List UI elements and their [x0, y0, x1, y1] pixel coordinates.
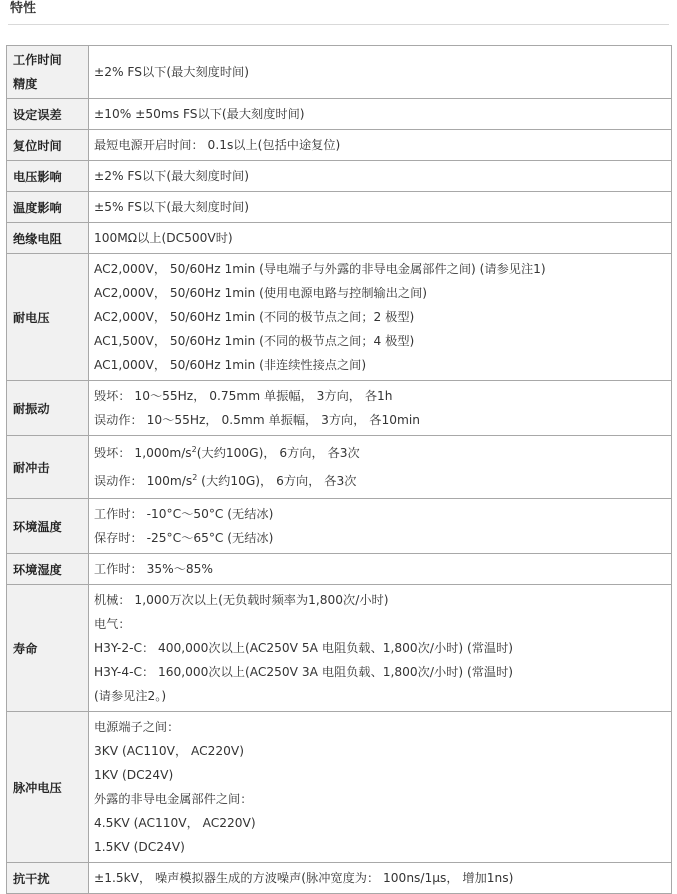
row-label: 温度影响 [7, 192, 89, 223]
value-line: 机械： 1,000万次以上(无负载时频率为1,800次/小时) [94, 593, 389, 607]
table-row [7, 499, 672, 554]
table-row [7, 99, 672, 130]
value-line: ±2% FS以下(最大刻度时间) [94, 65, 249, 79]
value-line: 3KV (AC110V， AC220V) [94, 744, 244, 758]
table-row [7, 436, 672, 499]
row-value [89, 46, 672, 99]
row-value [89, 436, 672, 499]
shock-text: (大约10G)， 6方向， 各3次 [197, 474, 357, 488]
table-row [7, 223, 672, 254]
value-line: 电气： [94, 617, 131, 631]
table-row [7, 254, 672, 381]
row-label: 脉冲电压 [7, 712, 89, 863]
row-label: 耐振动 [7, 381, 89, 436]
value-line: 4.5KV (AC110V， AC220V) [94, 816, 256, 830]
row-label: 环境温度 [7, 499, 89, 554]
value-line: 100MΩ以上(DC500V时) [94, 231, 233, 245]
value-line: 工作时： 35%～85% [94, 562, 213, 576]
row-label-line: 精度 [13, 77, 38, 91]
row-label: 环境湿度 [7, 554, 89, 585]
value-line [94, 439, 666, 467]
row-value [89, 130, 672, 161]
row-label: 设定误差 [7, 99, 89, 130]
characteristics-table [6, 45, 672, 894]
value-line: 误动作： 10～55Hz， 0.5mm 单振幅， 3方向， 各10min [94, 413, 420, 427]
table-row [7, 554, 672, 585]
row-label: 复位时间 [7, 130, 89, 161]
table-row [7, 192, 672, 223]
value-line: AC2,000V， 50/60Hz 1min (导电端子与外露的非导电金属部件之间) (请参见注1) [94, 262, 546, 276]
row-value [89, 192, 672, 223]
row-label: 抗干扰 [7, 863, 89, 894]
title-divider [8, 24, 669, 25]
value-line [94, 467, 666, 495]
table-row [7, 161, 672, 192]
row-label: 绝缘电阻 [7, 223, 89, 254]
row-value [89, 254, 672, 381]
table-row [7, 863, 672, 894]
row-value [89, 712, 672, 863]
table-row [7, 585, 672, 712]
value-line: AC2,000V， 50/60Hz 1min (使用电源电路与控制输出之间) [94, 286, 428, 300]
row-value [89, 554, 672, 585]
row-value [89, 499, 672, 554]
shock-text: (大约100G)， 6方向， 各3次 [196, 446, 360, 460]
value-line: H3Y-4-C： 160,000次以上(AC250V 3A 电阻负载、1,800次/小时) (常温时) [94, 665, 514, 679]
value-line: ±10% ±50ms FS以下(最大刻度时间) [94, 107, 305, 121]
row-label [7, 46, 89, 99]
table-row [7, 712, 672, 863]
row-value [89, 161, 672, 192]
row-label: 寿命 [7, 585, 89, 712]
row-value [89, 381, 672, 436]
value-line: 1KV (DC24V) [94, 768, 174, 782]
value-line: 工作时： -10°C～50°C (无结冰) [94, 507, 274, 521]
shock-exponent: 2 [192, 472, 198, 482]
value-line: 毁坏： 10～55Hz， 0.75mm 单振幅， 3方向， 各1h [94, 389, 393, 403]
row-label-line: 工作时间 [13, 53, 62, 67]
row-label: 耐电压 [7, 254, 89, 381]
row-value [89, 863, 672, 894]
table-row [7, 46, 672, 99]
row-value [89, 585, 672, 712]
table-row [7, 130, 672, 161]
value-line: 1.5KV (DC24V) [94, 840, 185, 854]
section-title: 特性 [10, 1, 37, 16]
value-line: (请参见注2。) [94, 689, 167, 703]
shock-exponent: 2 [191, 444, 197, 454]
value-line: 外露的非导电金属部件之间： [94, 792, 253, 806]
value-line: AC1,500V， 50/60Hz 1min (不同的极节点之间；4 极型) [94, 334, 415, 348]
row-label: 耐冲击 [7, 436, 89, 499]
value-line: H3Y-2-C： 400,000次以上(AC250V 5A 电阻负载、1,800次/小时) (常温时) [94, 641, 514, 655]
table-row [7, 381, 672, 436]
value-line: AC2,000V， 50/60Hz 1min (不同的极节点之间；2 极型) [94, 310, 415, 324]
shock-text: 误动作： 100m/s [94, 474, 193, 488]
value-line: AC1,000V， 50/60Hz 1min (非连续性接点之间) [94, 358, 367, 372]
row-value [89, 223, 672, 254]
shock-text: 毁坏： 1,000m/s [94, 446, 192, 460]
value-line: ±2% FS以下(最大刻度时间) [94, 169, 249, 183]
value-line: 电源端子之间： [94, 720, 180, 734]
value-line: 最短电源开启时间： 0.1s以上(包括中途复位) [94, 138, 341, 152]
row-label: 电压影响 [7, 161, 89, 192]
value-line: ±5% FS以下(最大刻度时间) [94, 200, 249, 214]
value-line: ±1.5kV， 噪声模拟器生成的方波噪声(脉冲宽度为： 100ns/1μs， 增加1ns) [94, 871, 514, 885]
row-value [89, 99, 672, 130]
value-line: 保存时： -25°C～65°C (无结冰) [94, 531, 274, 545]
